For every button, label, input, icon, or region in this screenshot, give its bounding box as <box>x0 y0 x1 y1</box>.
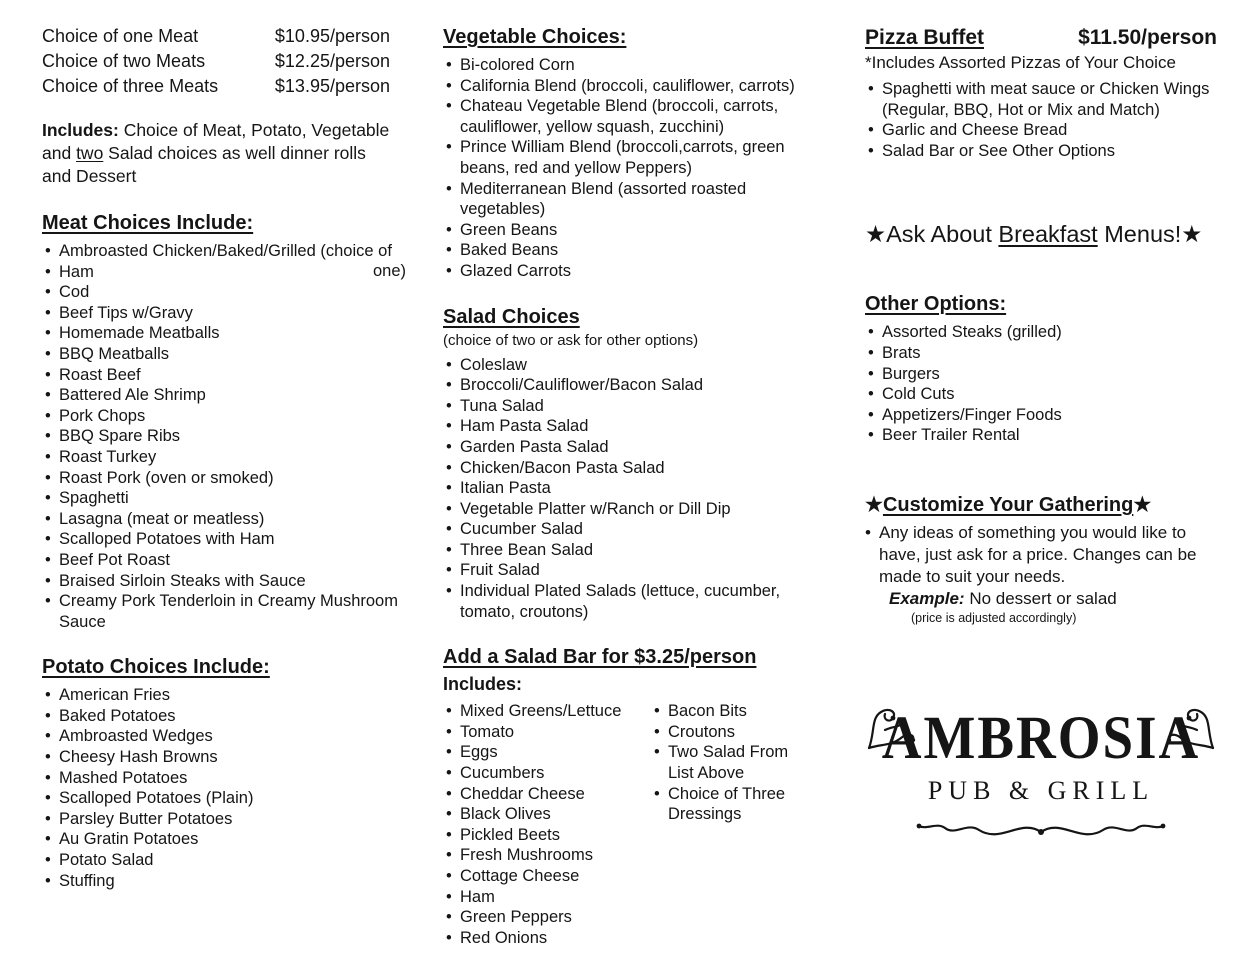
list-item: • Roast Beef <box>42 365 408 386</box>
price-label: Choice of two Meats <box>42 51 206 71</box>
list-item: • Cod <box>42 282 408 303</box>
list-item: • Three Bean Salad <box>443 540 821 561</box>
customize-heading-text: Customize Your Gathering <box>882 493 1134 516</box>
star-icon: ★ <box>865 493 883 516</box>
list-item: • BBQ Meatballs <box>42 344 408 365</box>
salad-choices-heading: Salad Choices <box>443 305 580 328</box>
breakfast-text-pre: ★Ask About <box>865 221 999 248</box>
list-item: • Homemade Meatballs <box>42 323 408 344</box>
includes-note <box>42 119 394 188</box>
price-row <box>42 24 390 49</box>
meat-choices-section <box>42 241 408 632</box>
example-text: No dessert or salad <box>964 588 1117 608</box>
star-icon: ★ <box>1133 493 1152 516</box>
list-item: • Italian Pasta <box>443 478 821 499</box>
list-item: • Bi-colored Corn <box>443 55 821 76</box>
list-item: • Appetizers/Finger Foods <box>865 405 1217 426</box>
list-item: • Green Peppers <box>443 907 651 928</box>
right-column <box>865 24 1217 919</box>
list-item: • Garlic and Cheese Bread <box>865 120 1217 141</box>
list-item: • Cottage Cheese <box>443 866 651 887</box>
list-item: • Beer Trailer Rental <box>865 425 1217 446</box>
logo-subtitle: PUB & GRILL <box>927 775 1155 805</box>
list-item: • Potato Salad <box>42 850 408 871</box>
list-item: • Braised Sirloin Steaks with Sauce <box>42 571 408 592</box>
includes-text-pre: Choice of Meat, Potato, Vegetable and <box>42 120 390 163</box>
breakfast-text-post: Menus!★ <box>1097 221 1203 248</box>
left-column <box>42 24 408 891</box>
meat-pricing-list <box>42 24 390 99</box>
list-item: • Chicken/Bacon Pasta Salad <box>443 458 821 479</box>
list-item: • Red Onions <box>443 928 651 949</box>
potato-choices-heading: Potato Choices Include: <box>42 656 270 679</box>
other-options-heading: Other Options: <box>865 293 1007 316</box>
price-label: Choice of one Meat <box>42 26 199 46</box>
list-item: • Spaghetti <box>42 488 408 509</box>
list-item: • Spaghetti with meat sauce or Chicken Wings (Regular, BBQ, Hot or Mix and Match) <box>865 79 1217 120</box>
logo-wordmark: AMBROSIA <box>881 702 1201 772</box>
list-item: • Ham Pasta Salad <box>443 416 821 437</box>
list-item: • Coleslaw <box>443 355 821 376</box>
salad-choices-note: (choice of two or ask for other options) <box>443 331 699 349</box>
list-item: • American Fries <box>42 685 408 706</box>
list-item: • Baked Potatoes <box>42 706 408 727</box>
meat-choices-heading: Meat Choices Include: <box>42 212 254 234</box>
ambrosia-logo <box>865 704 1217 919</box>
customize-body: • Any ideas of something you would like to have, just ask for a price. Changes can be made to suit your needs. <box>865 522 1217 588</box>
potato-choices-list <box>42 685 408 891</box>
list-item: • BBQ Spare Ribs <box>42 426 408 447</box>
price-value: $13.95/person <box>274 76 390 96</box>
list-item: • Green Beans <box>443 220 821 241</box>
list-item: • Beef Tips w/Gravy <box>42 303 408 324</box>
list-item: • Burgers <box>865 364 1217 385</box>
breakfast-callout <box>865 219 1217 249</box>
price-label: Choice of three Meats <box>42 76 219 96</box>
list-item: • Cold Cuts <box>865 384 1217 405</box>
list-item: • Stuffing <box>42 871 408 892</box>
list-item: • Mixed Greens/Lettuce <box>443 701 651 722</box>
list-item: • Eggs <box>443 742 651 763</box>
list-item: • Pork Chops <box>42 406 408 427</box>
includes-label: Includes: <box>42 120 119 140</box>
customize-example <box>889 588 1217 610</box>
list-item: • Croutons <box>651 722 811 743</box>
list-item: • Two Salad From List Above <box>651 742 811 783</box>
list-item: • Glazed Carrots <box>443 261 821 282</box>
list-item: • Creamy Pork Tenderloin in Creamy Mushroom Sauce <box>42 591 408 632</box>
list-item: • Scalloped Potatoes with Ham <box>42 529 408 550</box>
pizza-buffet-header <box>865 24 1217 51</box>
middle-column <box>443 24 821 948</box>
meat-choice-of-one-note: one) <box>372 262 406 280</box>
salad-bar-right-list <box>651 701 811 948</box>
list-item: • Ambroasted Wedges <box>42 726 408 747</box>
list-item: • Mashed Potatoes <box>42 768 408 789</box>
customize-section <box>865 492 1217 626</box>
salad-bar-heading: Add a Salad Bar for $3.25/person <box>443 646 757 669</box>
list-item: • Cucumber Salad <box>443 519 821 540</box>
list-item: • Fruit Salad <box>443 560 821 581</box>
salad-bar-left-list <box>443 701 651 948</box>
salad-choices-list <box>443 355 821 623</box>
list-item: • Cucumbers <box>443 763 651 784</box>
price-value: $12.25/person <box>274 51 390 71</box>
other-options-list <box>865 322 1217 446</box>
list-item: • Tuna Salad <box>443 396 821 417</box>
flourish-bottom-icon <box>901 814 1181 848</box>
list-item: • Assorted Steaks (grilled) <box>865 322 1217 343</box>
list-item: • Fresh Mushrooms <box>443 845 651 866</box>
price-value: $10.95/person <box>274 26 390 46</box>
list-item: • Cheddar Cheese <box>443 784 651 805</box>
list-item: • Vegetable Platter w/Ranch or Dill Dip <box>443 499 821 520</box>
price-row <box>42 74 390 99</box>
list-item: • Mediterranean Blend (assorted roasted vegetables) <box>443 179 821 220</box>
list-item: • Au Gratin Potatoes <box>42 829 408 850</box>
salad-bar-includes-label: Includes: <box>443 674 523 695</box>
list-item: • Scalloped Potatoes (Plain) <box>42 788 408 809</box>
meat-choices-list <box>42 241 408 632</box>
list-item: • Beef Pot Roast <box>42 550 408 571</box>
includes-underlined-word: two <box>76 143 104 163</box>
list-item: • Ambroasted Chicken/Baked/Grilled (choice of <box>42 241 408 262</box>
salad-bar-columns <box>443 696 821 948</box>
list-item: • Roast Pork (oven or smoked) <box>42 468 408 489</box>
list-item: • Battered Ale Shrimp <box>42 385 408 406</box>
vegetable-choices-heading: Vegetable Choices: <box>443 26 627 48</box>
pizza-buffet-heading: Pizza Buffet <box>865 26 985 49</box>
list-item: • Prince William Blend (broccoli,carrots, green beans, red and yellow Peppers) <box>443 137 821 178</box>
list-item: • Pickled Beets <box>443 825 651 846</box>
pizza-buffet-price: $11.50/person <box>1078 26 1217 49</box>
list-item: • Lasagna (meat or meatless) <box>42 509 408 530</box>
list-item: • Black Olives <box>443 804 651 825</box>
pizza-buffet-list <box>865 79 1217 161</box>
list-item: • Brats <box>865 343 1217 364</box>
other-options-section <box>865 291 1217 446</box>
breakfast-underlined-word: Breakfast <box>998 221 1098 248</box>
price-row <box>42 49 390 74</box>
pizza-buffet-subtitle: *Includes Assorted Pizzas of Your Choice <box>865 53 1176 72</box>
list-item: • Cheesy Hash Browns <box>42 747 408 768</box>
list-item: • Parsley Butter Potatoes <box>42 809 408 830</box>
list-item: • Roast Turkey <box>42 447 408 468</box>
list-item: • Salad Bar or See Other Options <box>865 141 1217 162</box>
list-item: • Garden Pasta Salad <box>443 437 821 458</box>
vegetable-choices-list <box>443 55 821 282</box>
list-item: • Individual Plated Salads (lettuce, cucumber, tomato, croutons) <box>443 581 821 622</box>
customize-heading <box>865 492 1217 518</box>
list-item: • Chateau Vegetable Blend (broccoli, carrots, cauliflower, yellow squash, zucchini) <box>443 96 821 137</box>
customize-price-note: (price is adjusted accordingly) <box>911 610 1077 625</box>
includes-text-post: Salad choices as well dinner rolls and Dessert <box>42 143 366 186</box>
list-item: • Ham <box>443 887 651 908</box>
list-item: • Ham <box>42 262 408 283</box>
list-item: • Broccoli/Cauliflower/Bacon Salad <box>443 375 821 396</box>
list-item: • California Blend (broccoli, cauliflower, carrots) <box>443 76 821 97</box>
list-item: • Choice of Three Dressings <box>651 784 811 825</box>
list-item: • Bacon Bits <box>651 701 811 722</box>
list-item: • Tomato <box>443 722 651 743</box>
example-label: Example: <box>889 588 965 608</box>
list-item: • Baked Beans <box>443 240 821 261</box>
